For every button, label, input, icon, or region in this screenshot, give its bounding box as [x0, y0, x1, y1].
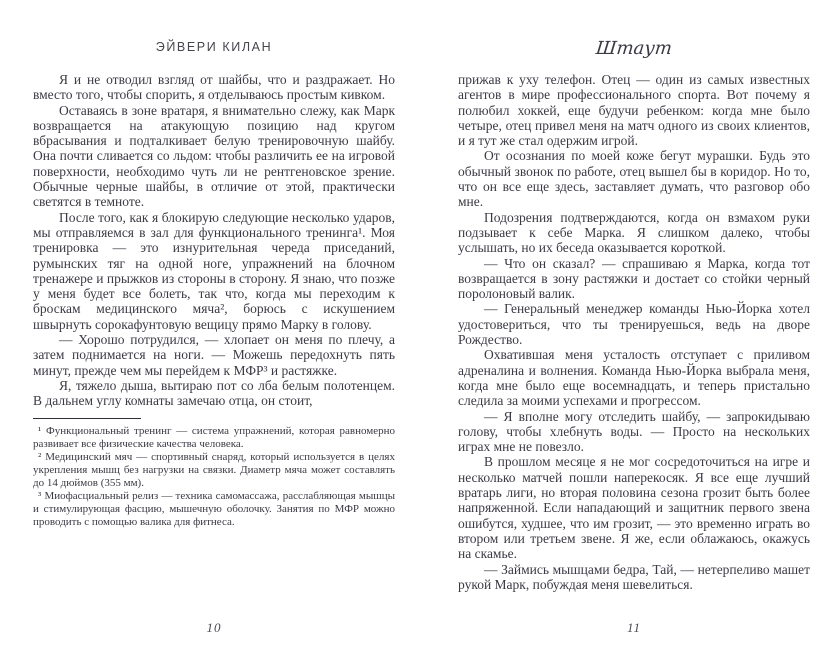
footnote: ¹ Функциональный тренинг — система упражнений, которая равномерно развивает все физические качества человека. — [33, 424, 395, 450]
right-page-number: 11 — [626, 620, 642, 635]
right-page — [458, 38, 810, 638]
left-page — [33, 38, 395, 638]
author-name: ЭЙВЕРИ КИЛАН — [155, 40, 273, 54]
right-body-text — [458, 72, 810, 592]
book-title: Штаут — [594, 38, 674, 59]
left-page-number: 10 — [206, 620, 222, 635]
footnotes-block — [33, 418, 395, 529]
paragraph: — Генеральный менеджер команды Нью-Йорка хотел удостовериться, что ты тренируешься, ведь на дворе Рождество. — [458, 301, 810, 348]
paragraph: Я, тяжело дыша, вытираю пот со лба белым полотенцем. В дальнем углу комнаты замечаю отца, он стоит, — [33, 377, 395, 409]
left-running-head — [33, 38, 395, 54]
paragraph: Я и не отводил взгляд от шайбы, что и раздражает. Но вместо того, чтобы спорить, я отделываюсь простым кивком. — [33, 72, 395, 103]
paragraph: прижав к уху телефон. Отец — один из самых известных агентов в мире профессионального спорта. Вот почему я полюбил хоккей, еще будучи ребенком: когда мне было четыре, отец привел меня на матч одного из своих клиентов, и я тут же стал одержим игрой. — [458, 72, 810, 149]
right-running-head — [458, 38, 810, 59]
paragraph: От осознания по моей коже бегут мурашки. Будь это обычный звонок по работе, отец вышел бы в коридор. Но то, что он все еще здесь, заставляет думать, что разговор обо мне. — [458, 148, 810, 210]
paragraph: — Займись мышцами бедра, Тай, — нетерпеливо машет рукой Марк, побуждая меня шевелиться. — [458, 561, 810, 592]
paragraph: Охватившая меня усталость отступает с приливом адреналина и волнения. Команда Нью-Йорка выбрала меня, когда мне было еще восемнадцать, и теперь пристально следила за моими успехами и прогрессом. — [458, 347, 810, 409]
footnote: ² Медицинский мяч — спортивный снаряд, который используется в целях укрепления мышц без нагрузки на связки. Диаметр мяча может составлять до 14 дюймов (355 мм). — [33, 450, 395, 489]
paragraph: Оставаясь в зоне вратаря, я внимательно слежу, как Марк возвращается на атакующую позицию над кругом вбрасывания и подталкивает белую тренировочную шайбу. Она почти сливается со льдом: чтобы различить ее на игровой поверхности, необходимо чуть ли не рентгеновское зрение. Обычные черные шайбы, в отличие от этой, практически светятся в темноте. — [33, 102, 395, 210]
paragraph: После того, как я блокирую следующие несколько ударов, мы отправляемся в зал для функционального тренинга¹. Моя тренировка — это изнурительная череда приседаний, румынских тяг на одной ноге, упражнений на блочном тренажере и прыжков из стороны в сторону. Я знаю, что позже у меня будет все болеть, так что, когда мы переходим к броскам медицинского мяча², борюсь с искушением швырнуть сорокафунтовую вещицу прямо Марку в голову. — [33, 209, 395, 332]
footnote: ³ Миофасциальный релиз — техника самомассажа, расслабляющая мышцы и стимулирующая фасцию, мышечную оболочку. Занятия по МФР можно проводить с помощью валика для фитнеса. — [33, 489, 395, 528]
paragraph: — Я вполне могу отследить шайбу, — запрокидываю голову, чтобы хлебнуть воды. — Просто на нескольких играх мне не повезло. — [458, 408, 810, 455]
paragraph: Подозрения подтверждаются, когда он взмахом руки подзывает к себе Марка. Я слишком далеко, чтобы услышать, но их беседа оказывается короткой. — [458, 209, 810, 256]
left-body-text — [33, 72, 395, 409]
paragraph: В прошлом месяце я не мог сосредоточиться на игре и несколько матчей пошли наперекосяк. Я все еще лучший вратарь лиги, но вторая половина сезона грозит быть более напряженной. Если нападающий и защитник первого звена ошибутся, худшее, что им грозит, — это временно играть во втором или третьем звене. Я же, если облажаюсь, окажусь на скамье. — [458, 454, 810, 562]
paragraph: — Что он сказал? — спрашиваю я Марка, когда тот возвращается в зону растяжки и достает со стойки черный поролоновый валик. — [458, 255, 810, 302]
paragraph: — Хорошо потрудился, — хлопает он меня по плечу, а затем поднимается на ноги. — Можешь передохнуть пять минут, прежде чем мы перейдем к МФР³ и растяжке. — [33, 332, 395, 378]
footnote-divider — [33, 418, 141, 419]
